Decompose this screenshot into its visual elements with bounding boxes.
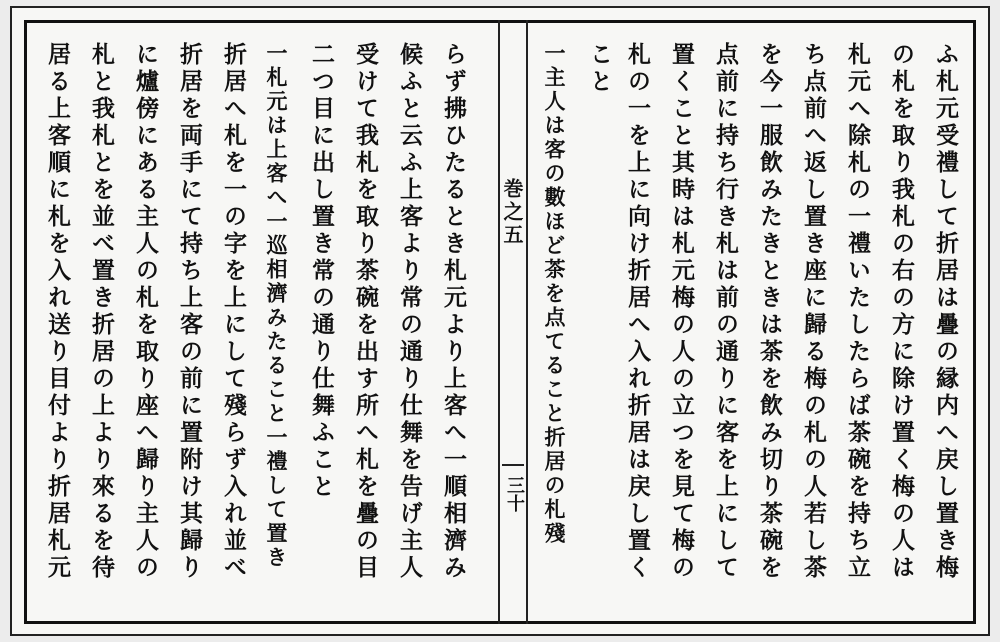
text-column: 札元へ除札の一禮いたしたらば茶碗を持ち立 [844,42,871,582]
text-column: 居る上客順に札を入れ送り目付より折居札元 [44,42,71,582]
text-column: 一札元は上客へ一巡相濟みたること一禮して置き [264,42,289,570]
page-number: 三十 [504,476,525,512]
gutter-line-left [498,20,500,624]
text-column: 折居を両手にて持ち上客の前に置附け其歸り [176,42,203,582]
text-column: 置くこと其時は札元梅の人の立つを見て梅の [668,42,695,582]
text-column: らず拂ひたるとき札元より上客へ一順相濟み [440,42,467,582]
text-column: の札を取り我札の右の方に除け置く梅の人は [888,42,915,582]
page-number-rule [502,464,524,466]
page-frame [24,20,976,624]
book-spread [10,6,990,636]
volume-label: 巻之五 [500,178,524,247]
text-column: ふ札元受禮して折居は疊の縁内へ戻し置き梅 [932,42,959,582]
text-column: 札と我札とを並べ置き折居の上より來るを待 [88,42,115,582]
text-column: 受けて我札を取り茶碗を出す所へ札を疊の目 [352,42,379,582]
text-column: ち点前へ返し置き座に歸る梅の札の人若し茶 [800,42,827,582]
text-column: 札の一を上に向け折居へ入れ折居は戻し置く [624,42,651,582]
text-column: 点前に持ち行き札は前の通りに客を上にして [712,42,739,582]
text-column: を今一服飲みたきときは茶を飲み切り茶碗を [756,42,783,582]
gutter-line-right [526,20,528,624]
text-column: 折居へ札を一の字を上にして殘らず入れ並べ [220,42,247,582]
text-column: こと [586,42,613,96]
text-column: に爐傍にある主人の札を取り座へ歸り主人の [132,42,159,582]
text-column: 一主人は客の數ほど茶を点てること折居の札殘 [542,42,567,546]
text-column: 候ふと云ふ上客より常の通り仕舞を告げ主人 [396,42,423,582]
text-column: 二つ目に出し置き常の通り仕舞ふこと [308,42,335,501]
